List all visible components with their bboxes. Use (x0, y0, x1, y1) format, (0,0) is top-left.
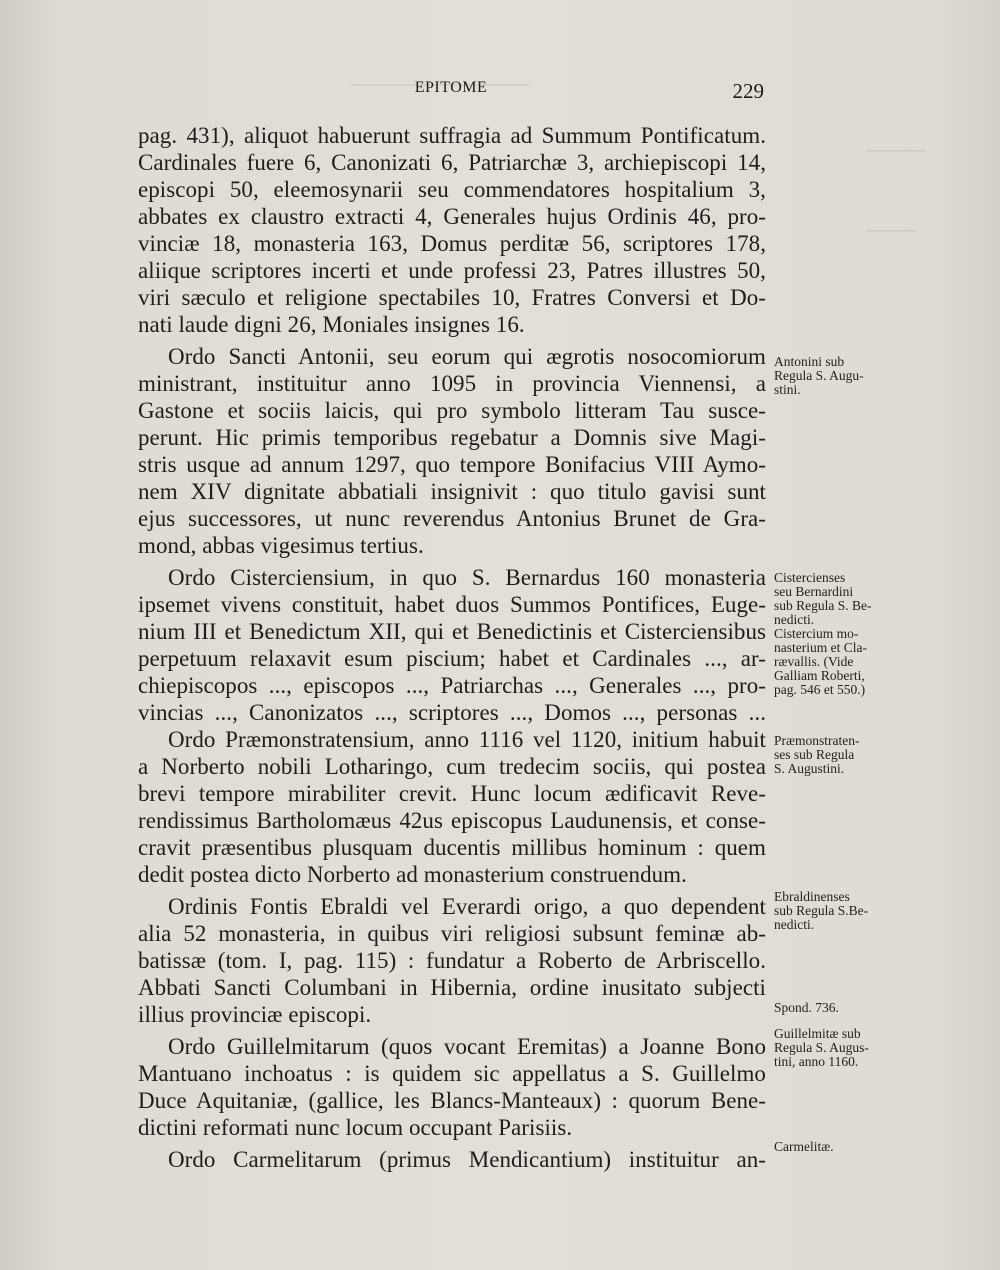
text-line: Ordo Carmelitarum (primus Mendicantium) instituitur an- (168, 1147, 766, 1172)
text-line: rendissimus Bartholomæus 42us episcopus Laudunensis, et conse- (138, 808, 766, 833)
text-line: nem XIV dignitate abbatiali insignivit : quo titulo gavisi sunt (138, 479, 766, 504)
paragraph-cisterciensium (138, 564, 766, 726)
text-line: perunt. Hic primis temporibus regebatur a Domnis sive Magi- (138, 425, 766, 450)
margin-note-line: nedicti. (774, 917, 815, 932)
text-line: dedit postea dicto Norberto ad monasterium construendum. (138, 862, 687, 887)
text-line: chiepiscopos ..., episcopos ..., Patriarchas ..., Generales ..., pro- (138, 673, 766, 698)
text-line: pag. 431), aliquot habuerunt suffragia ad Summum Pontificatum. (138, 123, 766, 148)
margin-note-line: sub Regula S. Be- (774, 598, 872, 613)
running-title: EPITOME (414, 79, 488, 96)
paragraph-fontis-ebraldi (138, 893, 766, 1028)
bleed-through-mark (866, 150, 926, 162)
text-line: Ordo Præmonstratensium, anno 1116 vel 1120, initium habuit (168, 727, 766, 752)
paragraph-praemonstratensium (138, 726, 766, 888)
text-line: ministrant, instituitur anno 1095 in provincia Viennensi, a (138, 371, 766, 396)
bleed-through-mark (866, 230, 916, 242)
margin-note-antonini (774, 355, 899, 397)
margin-note-line: Antonini sub (774, 354, 845, 369)
text-line: dictini reformati nunc locum occupant Parisiis. (138, 1115, 573, 1140)
text-line: perpetuum relaxavit esum piscium; habet et Cardinales ..., ar- (138, 646, 766, 671)
margin-note-line: tini, anno 1160. (774, 1054, 859, 1069)
margin-note-line: rævallis. (Vide (774, 654, 854, 669)
margin-note-line: S. Augustini. (774, 761, 845, 776)
text-line: Ordo Cisterciensium, in quo S. Bernardus 160 monasteria (168, 565, 766, 590)
text-line: Duce Aquitaniæ, (gallice, les Blancs-Manteaux) : quorum Bene- (138, 1088, 766, 1113)
text-line: nati laude digni 26, Moniales insignes 16. (138, 312, 525, 337)
text-line: abbates ex claustro extracti 4, Generales hujus Ordinis 46, pro- (138, 204, 766, 229)
text-line: a Norberto nobili Lotharingo, cum tredecim sociis, qui postea (138, 754, 766, 779)
margin-note-line: Regula S. Augu- (774, 368, 864, 383)
text-line: aliique scriptores incerti et unde professi 23, Patres illustres 50, (138, 258, 766, 283)
paragraph-carmelitarum (138, 1146, 766, 1173)
text-line: alia 52 monasteria, in quibus viri religiosi subsunt feminæ ab- (138, 921, 766, 946)
paragraph-continuation (138, 122, 766, 338)
text-line: Cardinales fuere 6, Canonizati 6, Patriarchæ 3, archiepiscopi 14, (138, 150, 766, 175)
text-line: ejus successores, ut nunc reverendus Antonius Brunet de Gra- (138, 506, 766, 531)
margin-note-line: ses sub Regula (774, 747, 855, 762)
text-line: Gastone et sociis laicis, qui pro symbolo litteram Tau susce- (138, 398, 766, 423)
text-line: vinciæ 18, monasteria 163, Domus perditæ 56, scriptores 178, (138, 231, 766, 256)
main-text (138, 122, 766, 1173)
text-line: cravit præsentibus plusquam ducentis millibus hominum : quem (138, 835, 766, 860)
margin-note-spondanus (774, 1001, 899, 1015)
margin-note-line: Galliam Roberti, (774, 668, 865, 683)
margin-note-line: nedicti. (774, 612, 815, 627)
margin-note-praemonstratenses (774, 734, 899, 776)
margin-note-line: nasterium et Cla- (774, 640, 867, 655)
margin-note-line: Spond. 736. (774, 1000, 839, 1015)
margin-note-line: stini. (774, 382, 801, 397)
text-line: Abbati Sancti Columbani in Hibernia, ordine inusitato subjecti (138, 975, 766, 1000)
margin-note-cistercienses (774, 571, 899, 697)
margin-note-line: Carmelitæ. (774, 1139, 834, 1154)
text-line: brevi tempore mirabiliter crevit. Hunc locum ædificavit Reve- (138, 781, 766, 806)
text-line: vincias ..., Canonizatos ..., scriptores ..., Domos ..., personas ... (138, 700, 766, 725)
running-head (138, 79, 764, 103)
margin-note-line: Cistercium mo- (774, 626, 859, 641)
text-line: nium III et Benedictum XII, qui et Benedictinis et Cisterciensibus (138, 619, 766, 644)
margin-note-line: Præmonstraten- (774, 733, 860, 748)
text-line: mond, abbas vigesimus tertius. (138, 533, 424, 558)
text-line: Ordo Guillelmitarum (quos vocant Eremitas) a Joanne Bono (168, 1034, 766, 1059)
text-line: episcopi 50, eleemosynarii seu commendatores hospitalium 3, (138, 177, 766, 202)
margin-note-ebraldinenses (774, 890, 899, 932)
text-line: Ordo Sancti Antonii, seu eorum qui ægrotis nosocomiorum (168, 344, 766, 369)
text-line: Ordinis Fontis Ebraldi vel Everardi origo, a quo dependent (168, 894, 766, 919)
paragraph-antonini (138, 343, 766, 559)
margin-note-line: sub Regula S.Be- (774, 903, 869, 918)
text-line: stris usque ad annum 1297, quo tempore Bonifacius VIII Aymo- (138, 452, 766, 477)
text-line: illius provinciæ episcopi. (138, 1002, 372, 1027)
text-line: ipsemet vivens constituit, habet duos Summos Pontifices, Euge- (138, 592, 766, 617)
text-line: batissæ (tom. I, pag. 115) : fundatur a Roberto de Arbriscello. (138, 948, 766, 973)
text-line: Mantuano inchoatus : is quidem sic appellatus a S. Guillelmo (138, 1061, 766, 1086)
margin-note-line: Ebraldinenses (774, 889, 850, 904)
margin-note-line: Cistercienses (774, 570, 846, 585)
margin-note-line: pag. 546 et 550.) (774, 682, 866, 697)
page-number: 229 (732, 79, 764, 103)
margin-note-line: Guillelmitæ sub (774, 1026, 861, 1041)
margin-note-line: Regula S. Augus- (774, 1040, 869, 1055)
margin-note-line: seu Bernardini (774, 584, 854, 599)
margin-note-guillelmitae (774, 1027, 899, 1069)
text-line: viri sæculo et religione spectabiles 10, Fratres Conversi et Do- (138, 285, 766, 310)
margin-note-carmelitae (774, 1140, 899, 1154)
paragraph-guillelmitarum (138, 1033, 766, 1141)
